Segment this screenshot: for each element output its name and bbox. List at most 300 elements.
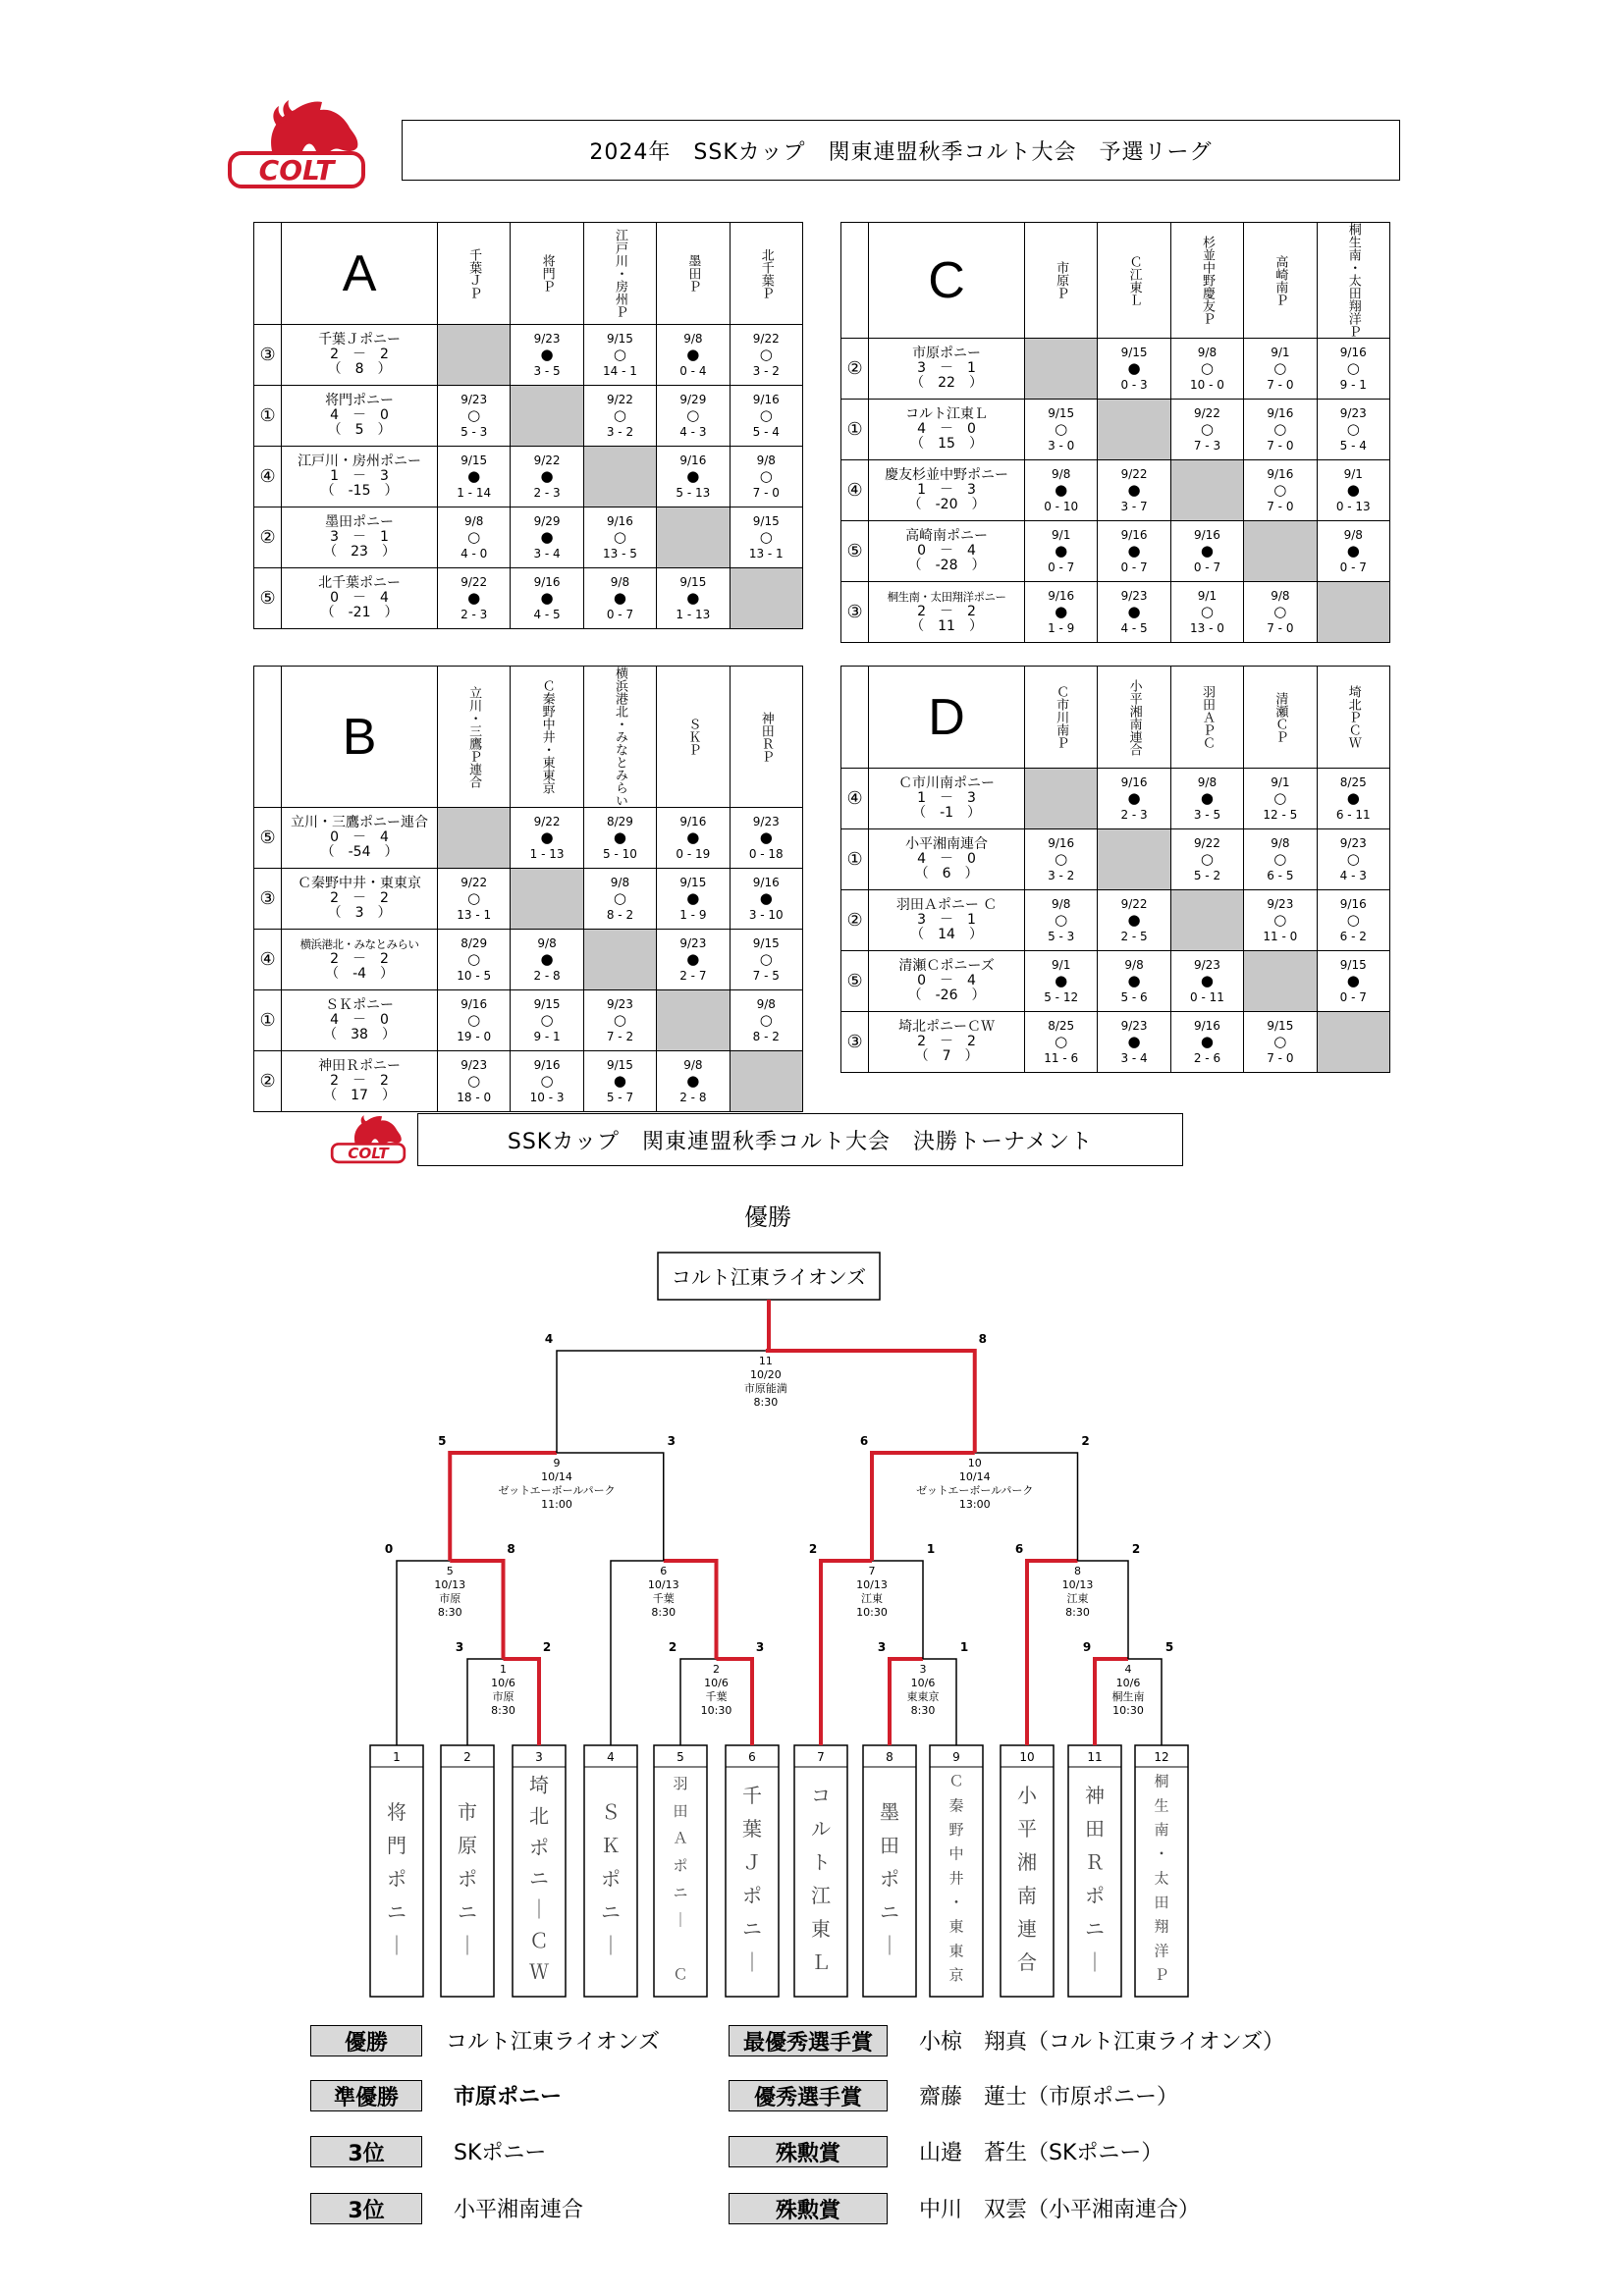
rank: ② <box>254 1051 282 1112</box>
match-cell <box>657 930 730 990</box>
match-cell <box>730 447 802 507</box>
game-number: 3 <box>919 1663 927 1676</box>
column-header: 立川・三鷹Ｐ連合 <box>466 685 482 788</box>
award-label-winner: 優勝 <box>310 2025 422 2056</box>
match-date: 9/16 <box>1120 775 1148 789</box>
column-header: 横浜港北・みなとみらい <box>612 667 627 807</box>
match-result: ● <box>467 467 481 485</box>
match-date: 9/15 <box>606 332 633 346</box>
match-score: 3 - 2 <box>606 425 634 439</box>
match-result: ○ <box>467 889 481 907</box>
game-time: 10:30 <box>856 1606 888 1619</box>
match-date: 9/8 <box>1271 836 1290 850</box>
rank: ⑤ <box>254 568 282 629</box>
match-date: 9/16 <box>1048 836 1075 850</box>
match-score: 3 - 2 <box>1048 869 1075 882</box>
match-score: 3 - 10 <box>748 908 784 922</box>
match-cell <box>1170 951 1243 1012</box>
match-cell <box>583 808 656 869</box>
match-cell <box>1317 521 1389 582</box>
award-label-merit-1: 殊勲賞 <box>729 2136 888 2167</box>
self-match-cell <box>1170 460 1243 521</box>
team-name: 高崎南ポニー <box>905 528 989 544</box>
match-result: ● <box>686 950 700 968</box>
self-match-cell <box>1244 521 1317 582</box>
game-time: 8:30 <box>753 1396 779 1409</box>
match-score: 6 - 5 <box>1267 869 1294 882</box>
match-score: 4 - 3 <box>679 425 707 439</box>
entry-name-char: 湘 <box>1017 1850 1037 1875</box>
match-result: ○ <box>1346 911 1360 929</box>
match-cell <box>1244 582 1317 643</box>
column-header: 桐生南・太田翔洋Ｐ <box>1345 223 1361 338</box>
match-score: 7 - 0 <box>1267 621 1294 635</box>
entry-name-char: ニ <box>458 1900 477 1925</box>
table-row <box>841 1012 1390 1073</box>
match-date: 9/16 <box>1120 528 1148 542</box>
match-date: 8/25 <box>1048 1019 1075 1033</box>
team-run-diff: （ 23 ） <box>323 544 396 560</box>
game-time: 8:30 <box>910 1704 936 1717</box>
match-date: 9/23 <box>533 332 561 346</box>
column-header: Ｃ市川南Ｐ <box>1054 685 1069 749</box>
match-score: 12 - 5 <box>1263 808 1298 822</box>
entry-name-char: ニ <box>880 1900 899 1925</box>
entry-number: 1 <box>393 1750 401 1764</box>
table-row <box>254 386 803 447</box>
entry-name-char: 市 <box>458 1800 477 1825</box>
league-letter: A <box>282 223 438 325</box>
match-date: 9/1 <box>1343 467 1363 481</box>
entry-name-char: Ａ <box>673 1829 688 1847</box>
match-score: 4 - 3 <box>1339 869 1367 882</box>
match-result: ○ <box>613 346 626 363</box>
match-score: 7 - 0 <box>1267 378 1294 392</box>
match-cell <box>583 869 656 930</box>
match-date: 9/8 <box>1197 346 1218 359</box>
table-row <box>841 582 1390 643</box>
entry-name-char: ト <box>811 1850 831 1875</box>
self-match-cell <box>1098 829 1170 890</box>
rank: ② <box>254 507 282 568</box>
match-cell <box>1024 400 1097 460</box>
table-row <box>254 990 803 1051</box>
entry-name-char: ニ <box>1085 1917 1105 1942</box>
match-cell <box>1317 769 1389 829</box>
match-result: ○ <box>1273 359 1287 377</box>
team-run-diff: （ -15 ） <box>320 483 399 499</box>
game-date: 10/13 <box>647 1578 679 1591</box>
match-cell <box>437 568 510 629</box>
game-number: 5 <box>446 1565 454 1577</box>
table-row <box>841 769 1390 829</box>
match-cell <box>511 990 583 1051</box>
match-score: 18 - 0 <box>457 1091 492 1104</box>
team-name: Ｃ市川南ポニー <box>898 775 996 791</box>
game-venue: 市原 <box>439 1592 461 1605</box>
match-score: 0 - 19 <box>676 847 711 861</box>
match-result: ○ <box>1273 850 1287 868</box>
entry-name-char: Ｃ <box>673 1965 688 1984</box>
entry-name-char: ニ <box>742 1917 762 1942</box>
entry-name-char: 原 <box>458 1834 477 1858</box>
award-value-third-2: 小平湘南連合 <box>454 2198 584 2222</box>
table-row <box>254 507 803 568</box>
match-date: 9/16 <box>1339 346 1367 359</box>
entry-name-char: 羽 <box>673 1775 688 1793</box>
game-date: 10/13 <box>856 1578 888 1591</box>
game-number: 4 <box>1124 1663 1132 1676</box>
game-number: 8 <box>1074 1565 1081 1577</box>
match-result: ○ <box>613 889 626 907</box>
match-result: ● <box>540 950 554 968</box>
match-score: 0 - 7 <box>1120 561 1148 574</box>
match-score: 9 - 1 <box>533 1030 561 1043</box>
match-date: 9/16 <box>460 997 488 1011</box>
game-venue: ゼットエーボールパーク <box>498 1484 616 1497</box>
match-score: 3 - 2 <box>752 364 780 378</box>
match-score: 5 - 10 <box>603 847 637 861</box>
game-time: 10:30 <box>700 1704 732 1717</box>
self-match-cell <box>1098 400 1170 460</box>
match-result: ○ <box>1273 911 1287 929</box>
league-table-b <box>253 666 803 1112</box>
match-result: ● <box>1127 972 1141 989</box>
match-score: 2 - 3 <box>533 486 561 500</box>
match-result: ○ <box>1346 420 1360 438</box>
match-cell <box>583 325 656 386</box>
self-match-cell <box>730 1051 802 1112</box>
match-result: ○ <box>1055 420 1068 438</box>
match-date: 9/16 <box>1193 528 1220 542</box>
entry-name-char: 秦 <box>948 1796 964 1815</box>
entry-name-char: ポ <box>387 1867 406 1892</box>
match-result: ● <box>1200 1033 1214 1050</box>
match-result: ○ <box>759 406 773 424</box>
match-cell <box>437 1051 510 1112</box>
match-score: 1 - 14 <box>457 486 492 500</box>
match-cell <box>730 507 802 568</box>
match-result: ● <box>686 1072 700 1090</box>
game-score-left: 3 <box>877 1640 887 1654</box>
table-row <box>841 339 1390 400</box>
team-record: 0 － 4 <box>917 543 976 559</box>
match-cell <box>437 447 510 507</box>
match-date: 9/15 <box>1120 346 1148 359</box>
self-match-cell <box>657 507 730 568</box>
match-date: 9/16 <box>1267 406 1294 420</box>
column-header: 北千葉Ｐ <box>758 247 774 299</box>
match-date: 9/8 <box>610 575 630 589</box>
game-score-right: 8 <box>978 1332 987 1346</box>
team-run-diff: （ 11 ） <box>910 618 983 634</box>
match-cell <box>437 869 510 930</box>
match-score: 1 - 9 <box>679 908 707 922</box>
match-result: ● <box>540 589 554 607</box>
column-header: Ｃ秦野中井・東東京 <box>539 679 555 794</box>
entry-name-char: 神 <box>1085 1784 1105 1808</box>
entry-name-char: Ｋ <box>601 1834 621 1858</box>
match-result: ○ <box>613 406 626 424</box>
entry-name-char: 中 <box>948 1844 964 1863</box>
entry-name-char: 江 <box>811 1884 831 1908</box>
league-letter: D <box>869 667 1025 769</box>
match-date: 9/29 <box>679 393 707 406</box>
entry-number: 6 <box>748 1750 756 1764</box>
match-result: ○ <box>1200 603 1214 620</box>
entry-name-char: Ｊ <box>742 1850 762 1875</box>
column-header: 小平湘南連合 <box>1126 678 1142 756</box>
match-result: ● <box>1055 481 1068 499</box>
match-result: ● <box>1055 542 1068 560</box>
match-cell <box>583 1051 656 1112</box>
match-score: 6 - 11 <box>1335 808 1371 822</box>
match-score: 2 - 3 <box>460 608 488 621</box>
team-run-diff: （ 8 ） <box>327 361 392 377</box>
match-date: 9/23 <box>460 393 488 406</box>
award-value-merit-2: 中川 双雲（小平湘南連合） <box>919 2198 1201 2222</box>
match-score: 5 - 7 <box>606 1091 634 1104</box>
match-cell <box>1244 460 1317 521</box>
match-score: 5 - 3 <box>460 425 488 439</box>
match-score: 4 - 5 <box>1120 621 1148 635</box>
entry-name-char: 千 <box>742 1784 762 1808</box>
entry-name-char: ポ <box>458 1867 477 1892</box>
match-date: 9/23 <box>1120 589 1148 603</box>
match-result: ● <box>686 589 700 607</box>
game-score-left: 0 <box>384 1542 394 1556</box>
entry-name-char: Ｗ <box>529 1959 549 1984</box>
match-score: 13 - 0 <box>1190 621 1224 635</box>
rank: ④ <box>254 930 282 990</box>
entry-number: 11 <box>1087 1750 1103 1764</box>
entry-number: 5 <box>677 1750 684 1764</box>
league-letter: B <box>282 667 438 808</box>
match-cell <box>657 568 730 629</box>
match-cell <box>1170 582 1243 643</box>
game-venue: 江東 <box>1066 1592 1089 1605</box>
match-score: 6 - 2 <box>1339 930 1367 943</box>
entry-name-char: 東 <box>811 1917 831 1942</box>
game-score-left: 6 <box>1014 1542 1024 1556</box>
game-time: 8:30 <box>651 1606 677 1619</box>
match-cell <box>1244 400 1317 460</box>
column-header: 江戸川・房州Ｐ <box>612 229 627 318</box>
match-score: 8 - 2 <box>752 1030 780 1043</box>
match-score: 5 - 12 <box>1044 990 1079 1004</box>
entry-name-char: 東 <box>948 1917 964 1936</box>
match-score: 5 - 3 <box>1048 930 1075 943</box>
logo-text: COLT <box>348 1145 389 1163</box>
match-result: ○ <box>759 950 773 968</box>
match-score: 7 - 0 <box>1267 1051 1294 1065</box>
match-result: ● <box>1127 359 1141 377</box>
match-cell <box>730 325 802 386</box>
match-date: 9/23 <box>606 997 633 1011</box>
team-record: 4 － 0 <box>917 851 976 867</box>
entry-name-char: ニ <box>601 1900 621 1925</box>
match-score: 2 - 6 <box>1193 1051 1221 1065</box>
match-result: ● <box>1346 789 1360 807</box>
match-date: 9/15 <box>752 936 780 950</box>
match-result: ○ <box>467 406 481 424</box>
column-header: 将門Ｐ <box>539 254 555 293</box>
match-cell <box>1098 890 1170 951</box>
match-result: ● <box>1200 789 1214 807</box>
table-row <box>254 325 803 386</box>
match-result: ● <box>467 589 481 607</box>
team-record: 0 － 4 <box>330 590 389 606</box>
game-time: 8:30 <box>1065 1606 1090 1619</box>
match-cell <box>1024 521 1097 582</box>
league-table-c <box>840 222 1390 643</box>
entry-number: 7 <box>817 1750 825 1764</box>
match-date: 9/8 <box>1124 958 1144 972</box>
entry-name-char: Ｌ <box>811 1950 831 1975</box>
match-cell <box>1170 769 1243 829</box>
game-venue: ゼットエーボールパーク <box>916 1484 1034 1497</box>
match-result: ● <box>686 889 700 907</box>
match-date: 9/15 <box>1339 958 1367 972</box>
award-label-mvp: 最優秀選手賞 <box>729 2025 888 2056</box>
match-score: 10 - 0 <box>1190 378 1224 392</box>
match-score: 3 - 4 <box>1120 1051 1148 1065</box>
entry-name-char: ポ <box>880 1867 899 1892</box>
table-row <box>841 521 1390 582</box>
match-result: ○ <box>1055 1033 1068 1050</box>
match-cell <box>1024 460 1097 521</box>
game-score-right: 3 <box>755 1640 765 1654</box>
game-number: 2 <box>713 1663 720 1676</box>
rank: ① <box>841 829 869 890</box>
entry-name-char: ニ <box>387 1900 406 1925</box>
game-venue: 市原 <box>492 1690 514 1703</box>
match-cell <box>437 990 510 1051</box>
match-date: 9/23 <box>1339 406 1367 420</box>
match-result: ● <box>613 589 626 607</box>
match-cell <box>1098 951 1170 1012</box>
match-score: 11 - 6 <box>1044 1051 1079 1065</box>
match-result: ○ <box>759 346 773 363</box>
match-score: 5 - 4 <box>1339 439 1367 453</box>
match-result: ○ <box>1055 850 1068 868</box>
match-date: 9/15 <box>533 997 561 1011</box>
team-name: 清瀬Ｃポニーズ <box>898 958 995 974</box>
game-time: 13:00 <box>958 1498 991 1511</box>
league-table-a <box>253 222 803 629</box>
entry-name-char: 野 <box>948 1821 964 1840</box>
match-result: ● <box>686 828 700 846</box>
match-score: 7 - 3 <box>1193 439 1221 453</box>
team-name: 横浜港北・みなとみらい <box>299 937 419 951</box>
game-date: 10/13 <box>1061 1578 1094 1591</box>
self-match-cell <box>511 869 583 930</box>
match-score: 3 - 5 <box>1193 808 1221 822</box>
match-score: 0 - 7 <box>1048 561 1075 574</box>
match-score: 0 - 7 <box>1193 561 1221 574</box>
match-score: 13 - 1 <box>748 547 784 561</box>
match-result: ○ <box>686 406 700 424</box>
game-score-left: 4 <box>544 1332 554 1346</box>
self-match-cell <box>583 447 656 507</box>
match-result: ○ <box>759 467 773 485</box>
column-header: 高崎南Ｐ <box>1272 254 1288 306</box>
match-cell <box>1170 829 1243 890</box>
entry-name-char: 連 <box>1017 1917 1037 1942</box>
match-date: 9/22 <box>1193 836 1220 850</box>
match-result: ○ <box>467 528 481 546</box>
colt-logo <box>224 96 369 190</box>
self-match-cell <box>511 386 583 447</box>
match-cell <box>730 386 802 447</box>
entry-name-char: Ｃ <box>948 1772 964 1790</box>
match-cell <box>511 930 583 990</box>
table-row <box>254 1051 803 1112</box>
match-date: 9/23 <box>679 936 707 950</box>
match-result: ● <box>1127 603 1141 620</box>
match-result: ○ <box>1273 481 1287 499</box>
match-result: ○ <box>759 1011 773 1029</box>
match-cell <box>437 507 510 568</box>
award-value-outstanding: 齋藤 蓮士（市原ポニー） <box>919 2085 1179 2109</box>
match-date: 9/23 <box>1339 836 1367 850</box>
match-date: 9/23 <box>460 1058 488 1072</box>
entry-name-char: 小 <box>1017 1784 1037 1808</box>
match-result: ● <box>1346 972 1360 989</box>
team-name: 神田Ｒポニー <box>318 1058 402 1074</box>
game-score-left: 2 <box>808 1542 818 1556</box>
game-venue: 江東 <box>861 1592 883 1605</box>
match-cell <box>583 386 656 447</box>
game-score-right: 8 <box>507 1542 515 1556</box>
match-cell <box>583 990 656 1051</box>
rank: ⑤ <box>254 808 282 869</box>
rank: ② <box>841 339 869 400</box>
match-date: 9/23 <box>1120 1019 1148 1033</box>
team-record: 4 － 0 <box>330 407 389 423</box>
team-record: 4 － 0 <box>330 1012 389 1028</box>
game-date: 10/6 <box>704 1677 729 1689</box>
match-date: 9/15 <box>460 454 488 467</box>
match-cell <box>1170 521 1243 582</box>
match-cell <box>511 447 583 507</box>
column-header: 市原Ｐ <box>1054 261 1069 299</box>
game-number: 7 <box>868 1565 876 1577</box>
rank: ⑤ <box>841 951 869 1012</box>
match-result: ● <box>759 828 773 846</box>
match-date: 9/1 <box>1052 528 1071 542</box>
entry-name-char: 北 <box>529 1804 549 1829</box>
entry-name-char: ポ <box>742 1884 762 1908</box>
match-cell <box>437 386 510 447</box>
match-date: 9/1 <box>1271 775 1290 789</box>
match-cell <box>511 1051 583 1112</box>
game-score-right: 3 <box>667 1434 676 1448</box>
game-number: 10 <box>967 1457 982 1469</box>
match-cell <box>730 869 802 930</box>
rank: ① <box>841 400 869 460</box>
self-match-cell <box>730 568 802 629</box>
rank: ④ <box>841 460 869 521</box>
team-record: 2 － 2 <box>917 1034 976 1049</box>
match-score: 1 - 13 <box>676 608 711 621</box>
match-score: 5 - 13 <box>676 486 711 500</box>
match-score: 13 - 5 <box>603 547 637 561</box>
team-name: 市原ポニー <box>912 346 982 361</box>
award-value-mvp: 小椋 翔真（コルト江東ライオンズ） <box>919 2030 1285 2055</box>
rank: ③ <box>254 325 282 386</box>
game-number: 9 <box>553 1457 561 1469</box>
